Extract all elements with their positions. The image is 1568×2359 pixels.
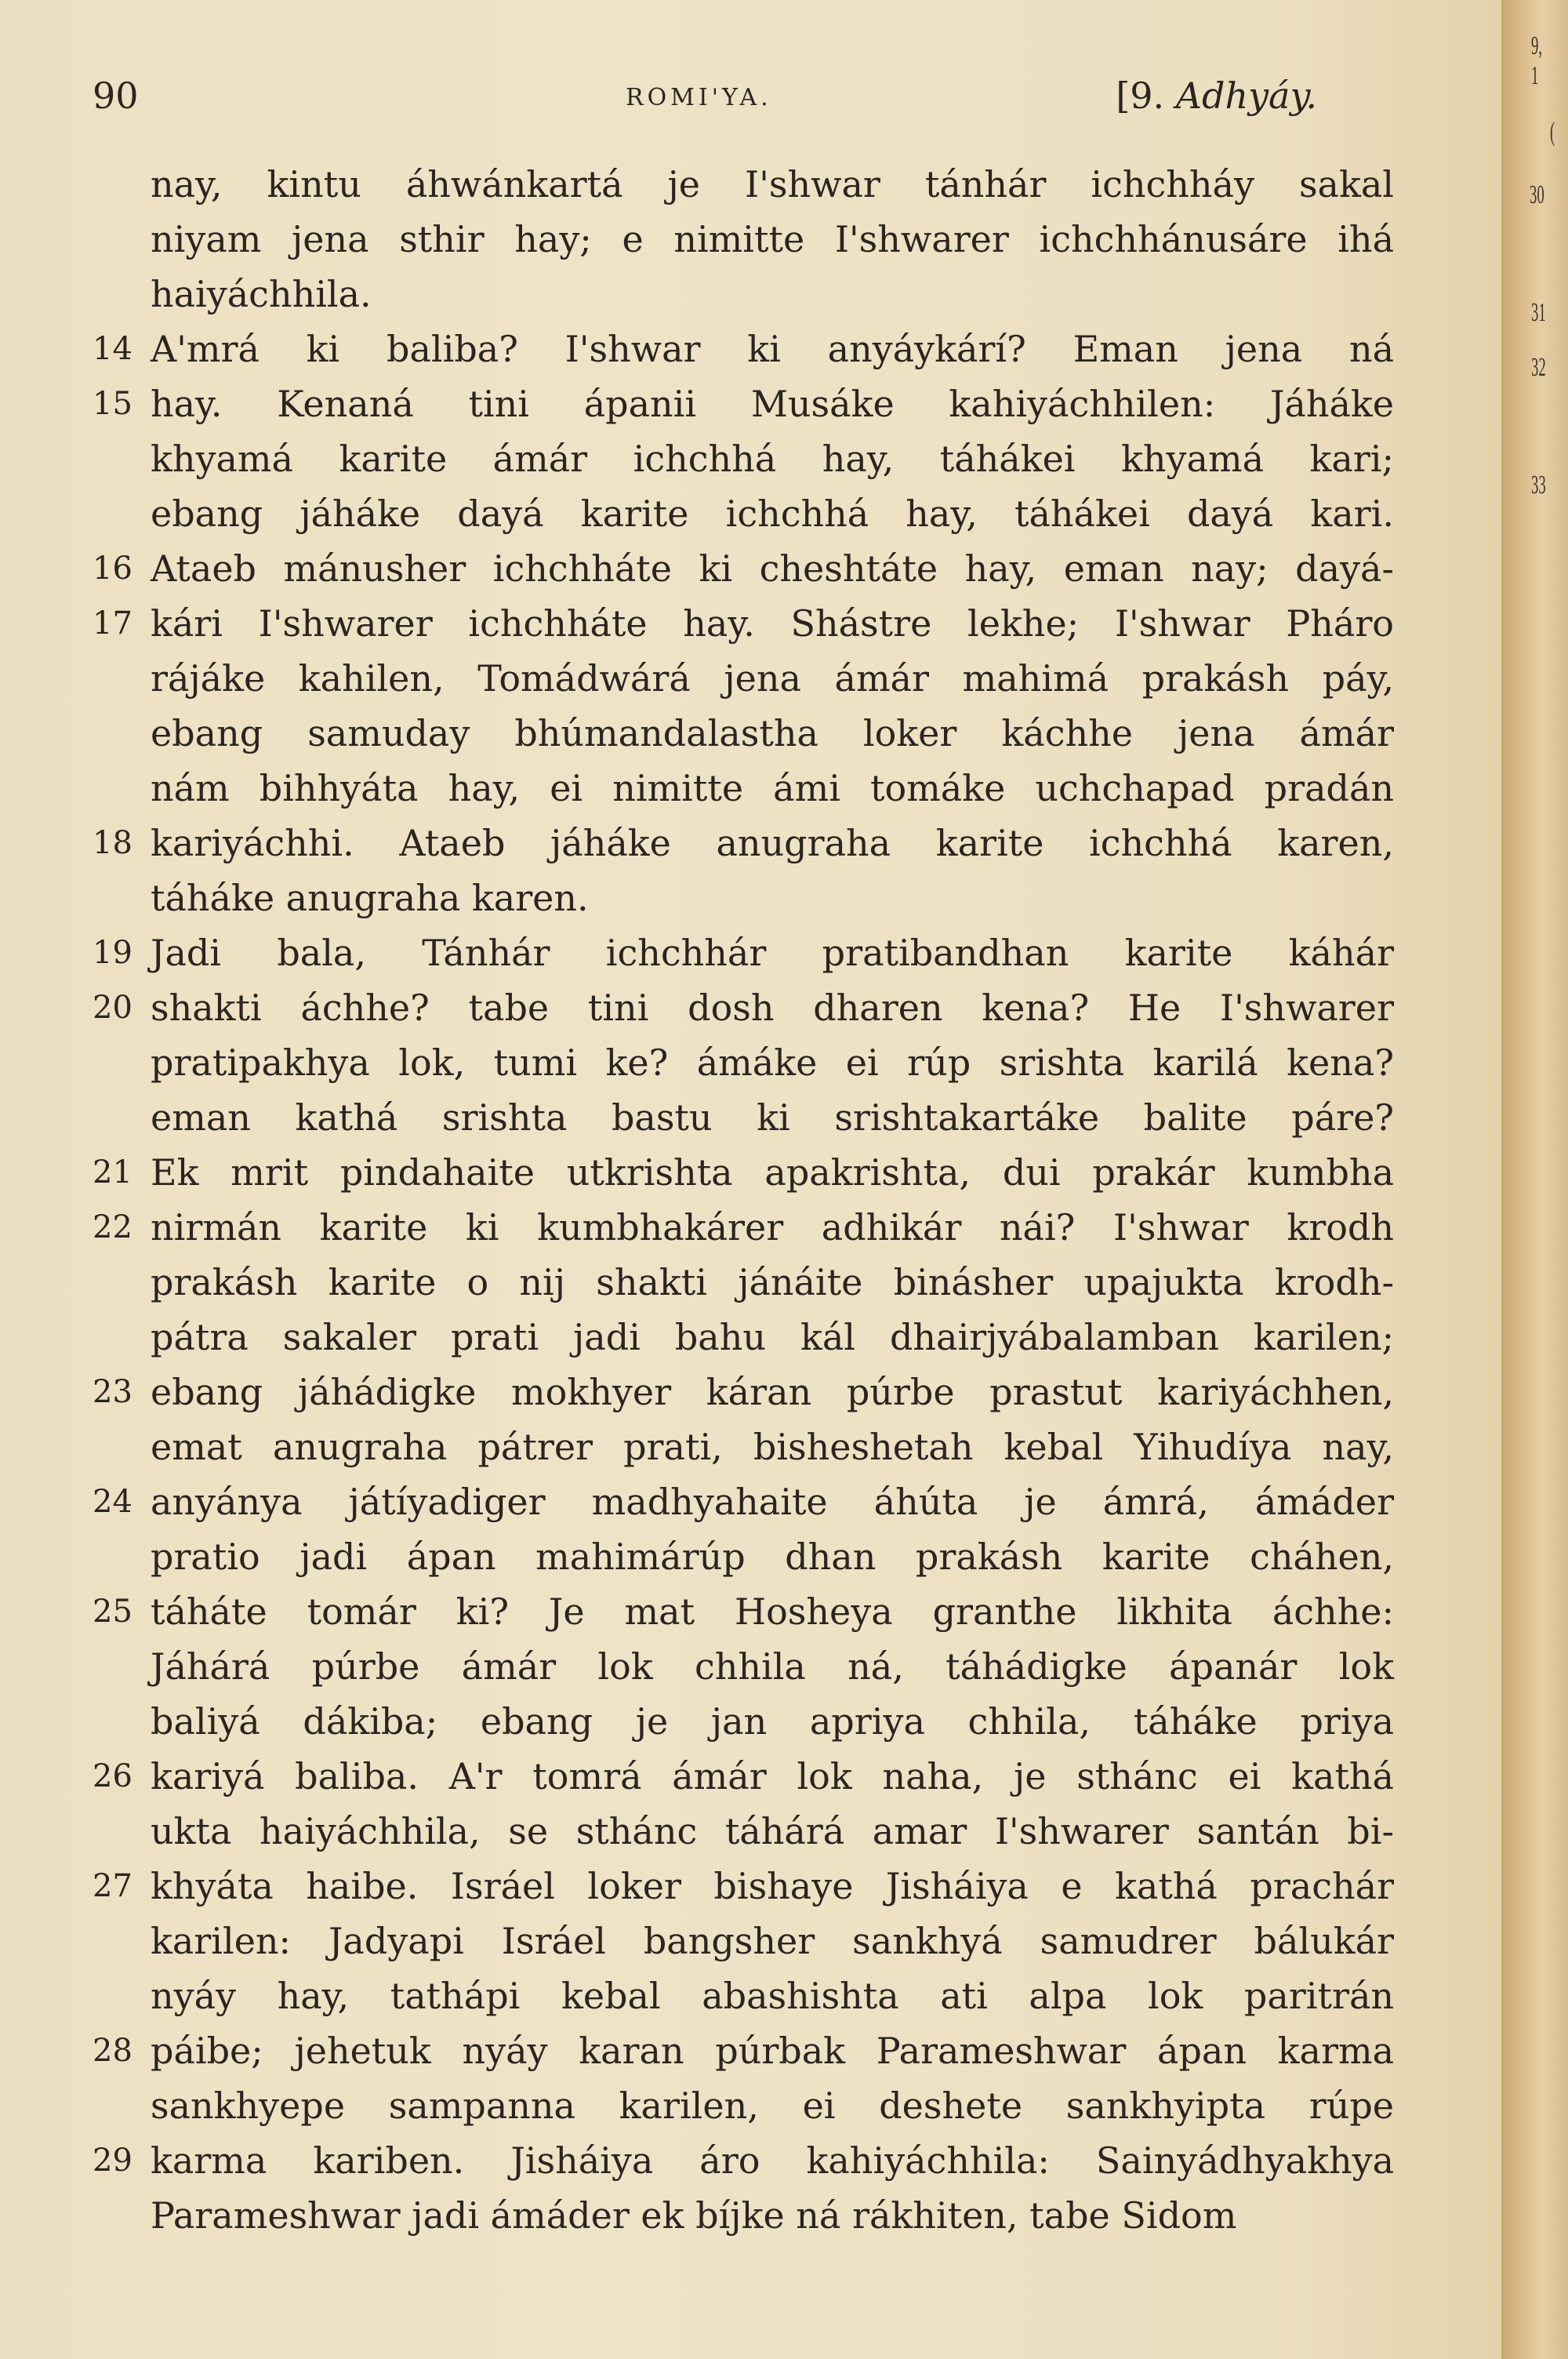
line-text: hay. Kenaná tini ápanii Musáke kahiyáchhilen: Jáháke (151, 383, 1394, 425)
text-line (78, 651, 1394, 706)
text-line (78, 376, 1394, 431)
verse-number: 16 (93, 551, 132, 587)
line-text: Ataeb mánusher ichchháte ki cheshtáte hay, eman nay; dayá- (151, 547, 1394, 590)
text-line (78, 1090, 1394, 1145)
text-line (78, 2133, 1394, 2188)
text-line (78, 1694, 1394, 1749)
page-number: 90 (93, 75, 139, 117)
line-text: kariyáchhi. Ataeb jáháke anugraha karite ichchhá karen, (151, 822, 1394, 864)
line-text: nyáy hay, tathápi kebal abashishta ati alpa lok paritrán (151, 1975, 1394, 2017)
margin-fragment: 9, 1 (1531, 31, 1543, 90)
text-line (78, 267, 1333, 322)
line-text: khyáta haibe. Isráel loker bishaye Jisháiya e kathá prachár (151, 1865, 1394, 1907)
verse-number: 19 (93, 935, 132, 971)
text-line (78, 157, 1394, 212)
line-text: kariyá baliba. A'r tomrá ámár lok naha, je sthánc ei kathá (151, 1755, 1394, 1797)
text-line (78, 1529, 1394, 1584)
text-line (78, 1914, 1394, 1968)
text-line (78, 1145, 1394, 1200)
line-text: Ek mrit pindahaite utkrishta apakrishta, dui prakár kumbha (151, 1151, 1394, 1194)
line-text: ebang jáhádigke mokhyer káran púrbe prastut kariyáchhen, (151, 1371, 1394, 1413)
line-text: anyánya játíyadiger madhyahaite áhúta je ámrá, ámáder (151, 1481, 1394, 1523)
line-text: Parameshwar jadi ámáder ek bíjke ná rákhiten, tabe Sidom (151, 2194, 1237, 2237)
line-text: ebang jáháke dayá karite ichchhá hay, táhákei dayá kari. (151, 493, 1394, 535)
line-text: rájáke kahilen, Tomádwárá jena ámár mahimá prakásh páy, (151, 657, 1394, 700)
text-line (78, 1584, 1394, 1639)
text-line (78, 816, 1394, 871)
text-line (78, 1968, 1394, 2023)
line-text: A'mrá ki baliba? I'shwar ki anyáykárí? Eman jena ná (151, 328, 1394, 370)
margin-fragment: 32 (1531, 353, 1546, 382)
text-line (78, 1804, 1394, 1859)
text-line (78, 1255, 1394, 1310)
text-line (78, 1639, 1394, 1694)
verse-number: 27 (93, 1868, 132, 1904)
text-line (78, 2078, 1394, 2133)
text-line (78, 1419, 1394, 1474)
line-text: emat anugraha pátrer prati, bisheshetah kebal Yihudíya nay, (151, 1426, 1394, 1468)
text-line (78, 1474, 1394, 1529)
margin-fragment: 31 (1531, 298, 1546, 327)
verse-number: 23 (93, 1374, 132, 1410)
text-line (78, 1035, 1394, 1090)
verse-number: 20 (93, 990, 132, 1026)
line-text: karma kariben. Jisháiya áro kahiyáchhila: Sainyádhyakhya (151, 2139, 1394, 2182)
running-title: ROMI'YA. (626, 84, 772, 111)
verse-number: 28 (93, 2033, 132, 2069)
line-text: Jadi bala, Tánhár ichchhár pratibandhan karite káhár (151, 932, 1394, 974)
text-line (78, 1859, 1394, 1914)
line-text: kári I'shwarer ichchháte hay. Shástre lekhe; I'shwar Pháro (151, 602, 1394, 645)
line-text: baliyá dákiba; ebang je jan apriya chhila, táháke priya (151, 1700, 1394, 1743)
line-text: pratio jadi ápan mahimárúp dhan prakásh karite cháhen, (151, 1536, 1394, 1578)
verse-number: 24 (93, 1484, 132, 1520)
verse-number: 25 (93, 1594, 132, 1630)
margin-fragment: ( (1550, 118, 1555, 147)
margin-fragment: 33 (1531, 471, 1546, 500)
line-text: páibe; jehetuk nyáy karan púrbak Parameshwar ápan karma (151, 2030, 1394, 2072)
chapter-word: Adhyáy. (1175, 75, 1317, 117)
chapter-bracket: [9. (1116, 75, 1165, 117)
text-line (78, 1365, 1394, 1419)
line-text: haiyáchhila. (151, 273, 372, 315)
text-line (78, 2188, 1333, 2243)
page-header (93, 75, 1317, 129)
line-text: nám bihhyáta hay, ei nimitte ámi tomáke uchchapad pradán (151, 767, 1394, 809)
verse-number: 14 (93, 331, 132, 367)
line-text: Jáhárá púrbe ámár lok chhila ná, táhádigke ápanár lok (151, 1645, 1394, 1688)
line-text: nay, kintu áhwánkartá je I'shwar tánhár ichchháy sakal (151, 163, 1394, 205)
line-text: táháte tomár ki? Je mat Hosheya granthe likhita áchhe: (151, 1590, 1394, 1633)
body-text (78, 157, 1394, 2243)
text-line (78, 596, 1394, 651)
verse-number: 21 (93, 1154, 132, 1190)
line-text: ukta haiyáchhila, se sthánc táhárá amar I'shwarer santán bi- (151, 1810, 1394, 1852)
line-text: niyam jena sthir hay; e nimitte I'shwarer ichchhánusáre ihá (151, 218, 1394, 260)
text-line (78, 486, 1394, 541)
text-line (78, 1310, 1394, 1365)
line-text: eman kathá srishta bastu ki srishtakartáke balite páre? (151, 1096, 1394, 1139)
text-line (78, 980, 1394, 1035)
text-line (78, 1749, 1394, 1804)
text-line (78, 761, 1394, 816)
line-text: ebang samuday bhúmandalastha loker káchhe jena ámár (151, 712, 1394, 754)
facing-page-edge (1501, 0, 1568, 2359)
line-text: shakti áchhe? tabe tini dosh dharen kena? He I'shwarer (151, 987, 1394, 1029)
line-text: pátra sakaler prati jadi bahu kál dhairjyábalamban karilen; (151, 1316, 1394, 1358)
text-line (78, 431, 1394, 486)
line-text: karilen: Jadyapi Isráel bangsher sankhyá samudrer bálukár (151, 1920, 1394, 1962)
text-line (78, 212, 1394, 267)
verse-number: 15 (93, 386, 132, 422)
line-text: prakásh karite o nij shakti jánáite binásher upajukta krodh- (151, 1261, 1394, 1303)
line-text: sankhyepe sampanna karilen, ei deshete sankhyipta rúpe (151, 2085, 1394, 2127)
line-text: pratipakhya lok, tumi ke? ámáke ei rúp srishta karilá kena? (151, 1041, 1394, 1084)
verse-number: 22 (93, 1209, 132, 1245)
verse-number: 26 (93, 1758, 132, 1794)
verse-number: 17 (93, 605, 132, 642)
margin-fragment: 30 (1530, 180, 1544, 209)
text-line (78, 1200, 1394, 1255)
text-line (78, 2023, 1394, 2078)
line-text: táháke anugraha karen. (151, 877, 589, 919)
text-line (78, 925, 1394, 980)
line-text: khyamá karite ámár ichchhá hay, táhákei khyamá kari; (151, 438, 1394, 480)
line-text: nirmán karite ki kumbhakárer adhikár nái? I'shwar krodh (151, 1206, 1394, 1249)
chapter-label (1116, 75, 1317, 117)
text-line (78, 871, 1333, 925)
verse-number: 18 (93, 825, 132, 861)
text-line (78, 541, 1394, 596)
text-line (78, 322, 1394, 376)
verse-number: 29 (93, 2143, 132, 2179)
text-line (78, 706, 1394, 761)
